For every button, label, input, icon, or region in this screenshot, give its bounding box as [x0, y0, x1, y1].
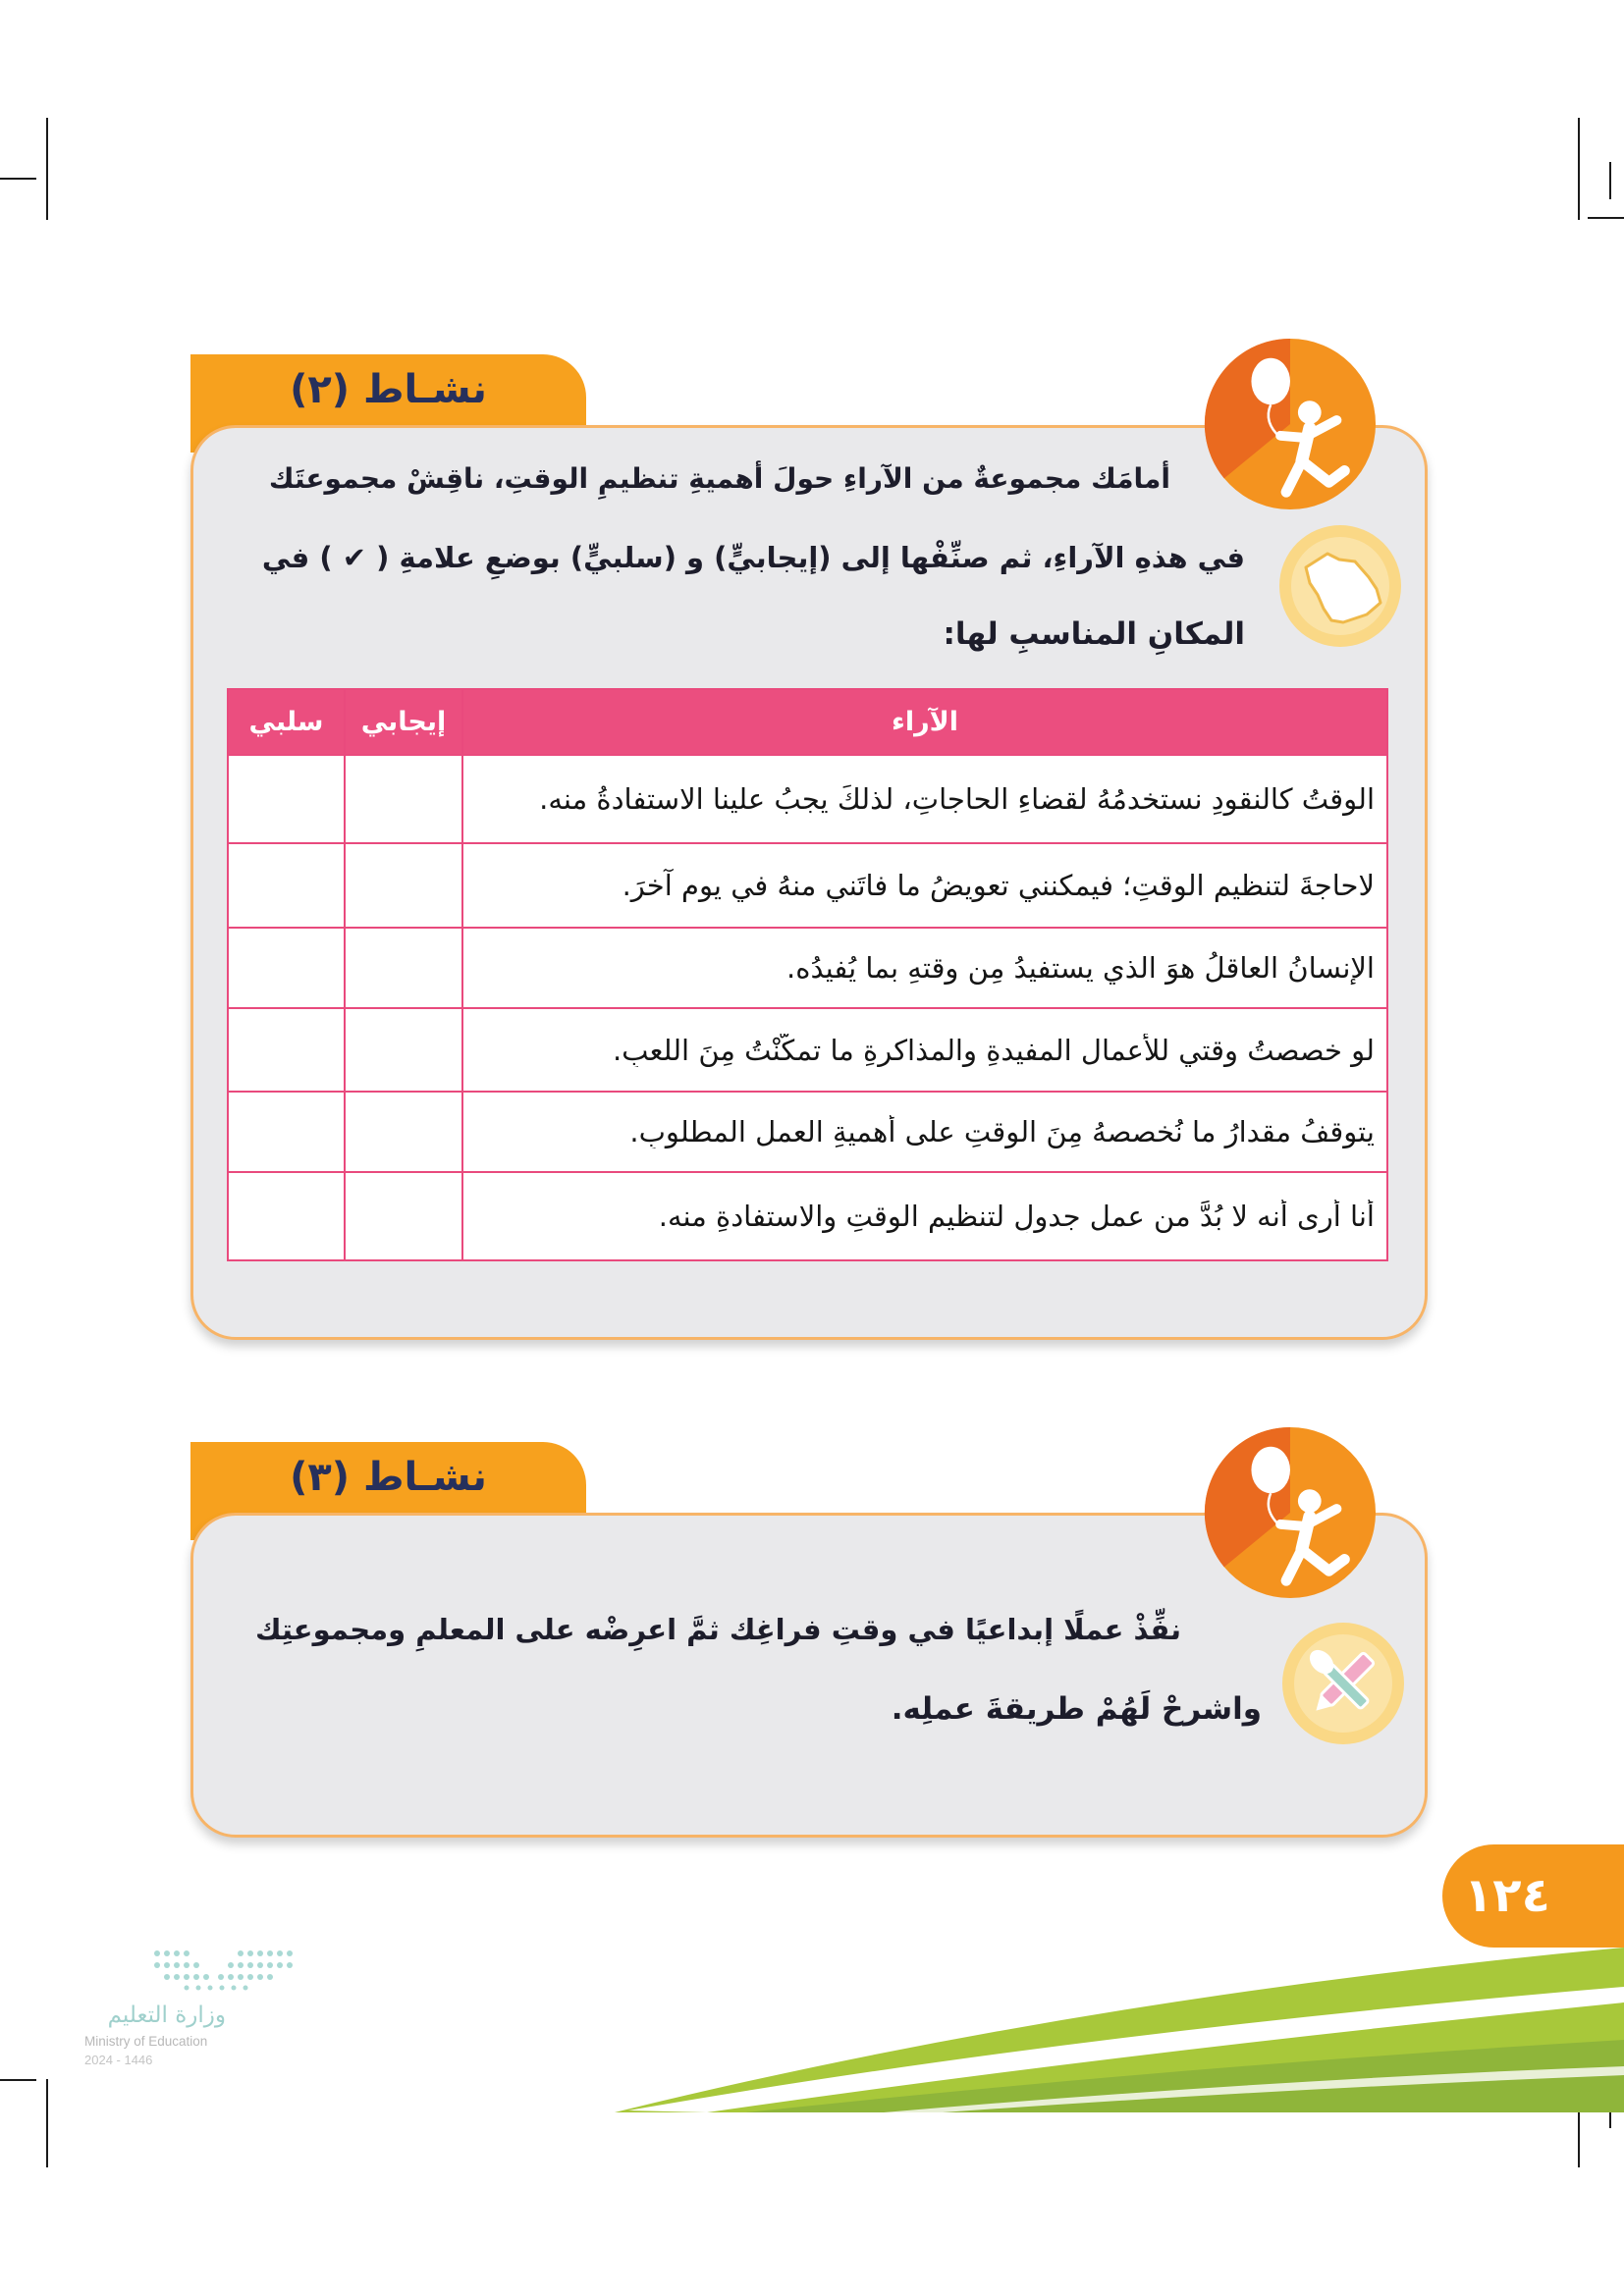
- activity-2-title: نشـاط (٢): [290, 367, 487, 412]
- negative-check-cell: [228, 755, 345, 843]
- negative-check-cell: [228, 1008, 345, 1092]
- pencil-brush-icon: [1281, 1622, 1405, 1745]
- ministry-logo-dots: [147, 1946, 299, 1995]
- negative-check-cell: [228, 1172, 345, 1260]
- activity-2-instruction-line: أمامَك مجموعةٌ من الآراءِ حولَ أهميةِ تنظيمِ الوقتِ، ناقِشْ مجموعتَك: [268, 462, 1170, 495]
- negative-check-cell: [228, 928, 345, 1008]
- page-number: ١٢٤: [1442, 1844, 1624, 1948]
- header-opinions: الآراء: [462, 689, 1387, 755]
- table-header-row: [228, 689, 1387, 755]
- positive-check-cell: [345, 1008, 462, 1092]
- table-row: [228, 1092, 1387, 1172]
- activity-3-instruction-line: واشرحْ لَهُمْ طريقةَ عملِه.: [891, 1691, 1262, 1727]
- header-negative: سلبي: [228, 689, 345, 755]
- opinion-text: لو خصصتُ وقتي للأعمالِ المفيدةِ والمذاكرةِ ما تمكَّنْتُ مِنَ اللعبِ.: [612, 1033, 1375, 1067]
- opinion-text: لاحاجةَ لتنظيمِ الوقتِ؛ فيمكنني تعويضُ ما فاتَني منهُ في يومٍ آخرَ.: [622, 869, 1375, 902]
- opinions-table: [227, 688, 1388, 1261]
- ministry-name-english: Ministry of Education: [84, 2034, 208, 2049]
- activity-2-instruction-line: المكانِ المناسبِ لها:: [943, 616, 1245, 652]
- table-row: [228, 1172, 1387, 1260]
- table-row: [228, 755, 1387, 843]
- positive-check-cell: [345, 1172, 462, 1260]
- header-positive: إيجابي: [345, 689, 462, 755]
- opinion-cell: [462, 1092, 1387, 1172]
- opinion-text: الوقتُ كالنقودِ نستخدمُهُ لقضاءِ الحاجاتِ، لذلكَ يجبُ علينا الاستفادةُ منه.: [539, 782, 1375, 816]
- negative-check-cell: [228, 1092, 345, 1172]
- balloon-figure-icon: [1203, 337, 1378, 511]
- positive-check-cell: [345, 928, 462, 1008]
- opinion-text: يتوقفُ مقدارُ ما نُخصصهُ مِنَ الوقتِ على أهميةِ العملِ المطلوبِ.: [629, 1115, 1375, 1148]
- opinion-text: الإنسانُ العاقلُ هوَ الذي يستفيدُ مِن وقتهِ بما يُفيدُه.: [786, 951, 1375, 985]
- opinion-cell: [462, 1008, 1387, 1092]
- activity-2-instruction-line: في هذهِ الآراءِ، ثم صنِّفْها إلى (إيجابيٍّ) و (سلبيٍّ) بوضعِ علامةِ ( ✔ ) في: [261, 541, 1245, 574]
- crop-mark: [46, 118, 48, 220]
- activity-3-title: نشـاط (٣): [290, 1455, 487, 1500]
- positive-check-cell: [345, 1092, 462, 1172]
- opinion-cell: [462, 755, 1387, 843]
- activity-3-instruction-line: نفِّذْ عملًا إبداعيًا في وقتِ فراغِك ثمَّ اعرِضْه على المعلمِ ومجموعتِك: [254, 1613, 1181, 1646]
- balloon-figure-icon: [1203, 1425, 1378, 1600]
- crop-mark: [1578, 118, 1580, 220]
- crop-mark: [0, 178, 36, 180]
- positive-check-cell: [345, 755, 462, 843]
- negative-check-cell: [228, 843, 345, 928]
- green-swoosh-decoration: [0, 1904, 1624, 2140]
- opinion-text: أنا أرى أنه لا بُدَّ من عملِ جدولٍ لتنظيمِ الوقتِ والاستفادةِ منه.: [658, 1200, 1375, 1233]
- table-row: [228, 843, 1387, 928]
- ministry-year: 2024 - 1446: [84, 2053, 153, 2067]
- opinion-cell: [462, 1172, 1387, 1260]
- crop-mark: [1588, 217, 1624, 219]
- ministry-name-arabic: وزارة التعليم: [107, 2002, 226, 2028]
- crop-mark: [1609, 162, 1611, 199]
- opinion-cell: [462, 928, 1387, 1008]
- table-row: [228, 928, 1387, 1008]
- opinion-cell: [462, 843, 1387, 928]
- saudi-map-icon: [1278, 524, 1402, 648]
- table-row: [228, 1008, 1387, 1092]
- positive-check-cell: [345, 843, 462, 928]
